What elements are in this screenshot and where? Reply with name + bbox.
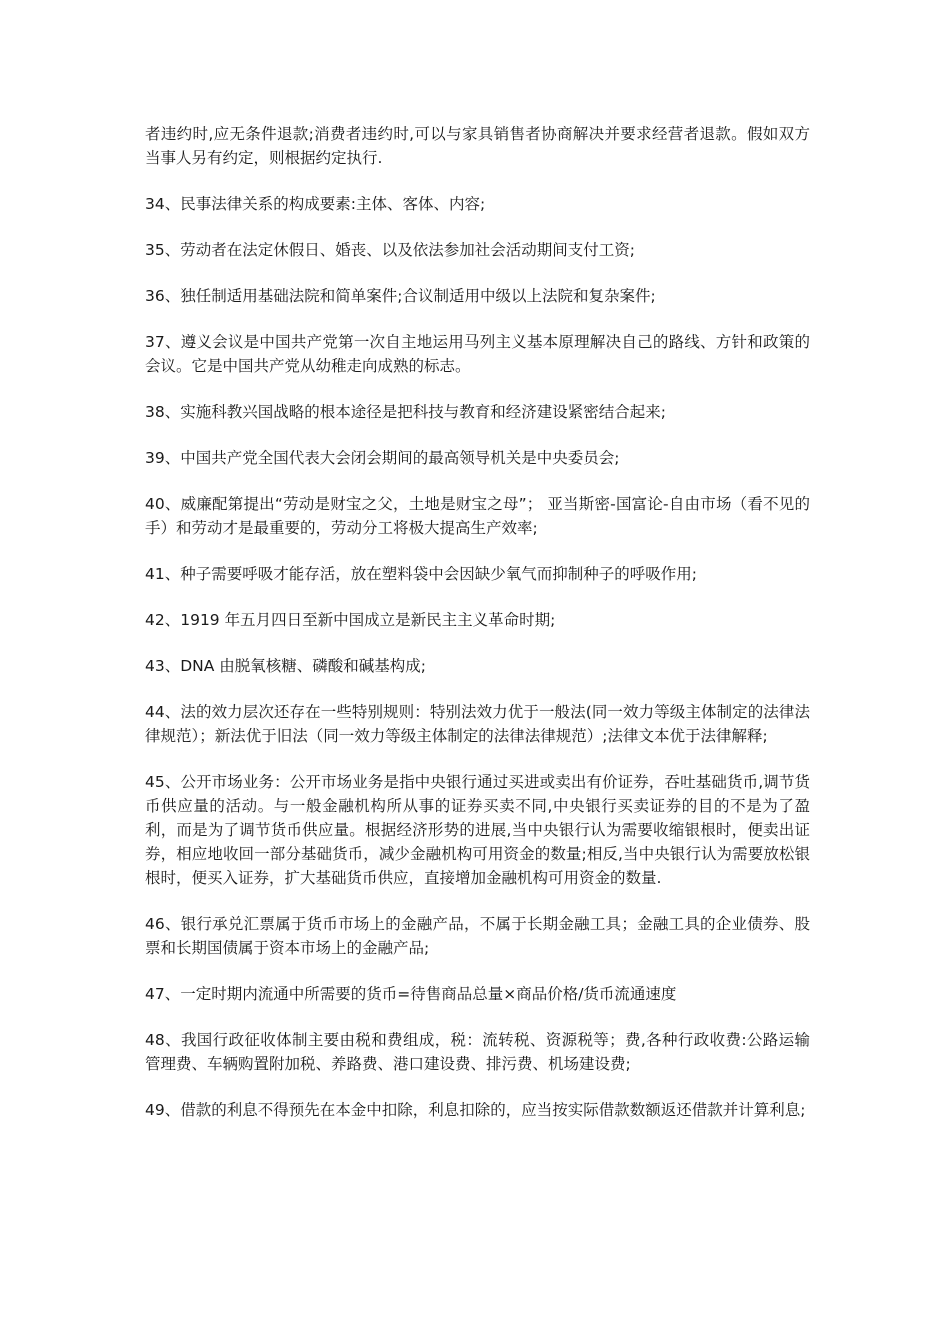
paragraph-36: 36、独任制适用基础法院和简单案件;合议制适用中级以上法院和复杂案件; — [145, 287, 656, 305]
paragraph-continued: 者违约时,应无条件退款;消费者违约时,可以与家具销售者协商解决并要求经营者退款。假如双方当事人另有约定，则根据约定执行. — [145, 125, 810, 167]
paragraph-39: 39、中国共产党全国代表大会闭会期间的最高领导机关是中央委员会; — [145, 449, 620, 467]
paragraph-47: 47、一定时期内流通中所需要的货币=待售商品总量×商品价格/货币流通速度 — [145, 985, 677, 1003]
paragraph-38: 38、实施科教兴国战略的根本途径是把科技与教育和经济建设紧密结合起来; — [145, 403, 666, 421]
paragraph-43: 43、DNA 由脱氧核糖、磷酸和碱基构成; — [145, 657, 427, 675]
paragraph-42: 42、1919 年五月四日至新中国成立是新民主主义革命时期; — [145, 611, 556, 629]
document-body — [145, 122, 810, 1144]
paragraph-41: 41、种子需要呼吸才能存活，放在塑料袋中会因缺少氧气而抑制种子的呼吸作用; — [145, 565, 697, 583]
paragraph-35: 35、劳动者在法定休假日、婚丧、以及依法参加社会活动期间支付工资; — [145, 241, 635, 259]
paragraph-44: 44、法的效力层次还存在一些特别规则：特别法效力优于一般法(同一效力等级主体制定的法律法律规范）；新法优于旧法（同一效力等级主体制定的法律法律规范）;法律文本优于法律解释; — [145, 703, 810, 745]
paragraph-49: 49、借款的利息不得预先在本金中扣除，利息扣除的，应当按实际借款数额返还借款并计算利息; — [145, 1101, 806, 1119]
paragraph-34: 34、民事法律关系的构成要素:主体、客体、内容; — [145, 195, 486, 213]
paragraph-46: 46、银行承兑汇票属于货币市场上的金融产品，不属于长期金融工具；金融工具的企业债券、股票和长期国债属于资本市场上的金融产品; — [145, 915, 810, 957]
paragraph-45: 45、公开市场业务：公开市场业务是指中央银行通过买进或卖出有价证券，吞吐基础货币,调节货币供应量的活动。与一般金融机构所从事的证券买卖不同,中央银行买卖证券的目的不是为了盈利，而是为了调节货币供应量。根据经济形势的进展,当中央银行认为需要收缩银根时，便卖出证券，相应地收回一部分基础货币，减少金融机构可用资金的数量;相反,当中央银行认为需要放松银根时，便买入证券，扩大基础货币供应，直接增加金融机构可用资金的数量. — [145, 773, 810, 887]
paragraph-48: 48、我国行政征收体制主要由税和费组成，税：流转税、资源税等；费,各种行政收费:公路运输管理费、车辆购置附加税、养路费、港口建设费、排污费、机场建设费; — [145, 1031, 810, 1073]
paragraph-40: 40、威廉配第提出“劳动是财宝之父，土地是财宝之母”； 亚当斯密-国富论-自由市场（看不见的手）和劳动才是最重要的，劳动分工将极大提高生产效率; — [145, 495, 810, 537]
paragraph-37: 37、遵义会议是中国共产党第一次自主地运用马列主义基本原理解决自己的路线、方针和政策的会议。它是中国共产党从幼稚走向成熟的标志。 — [145, 333, 810, 375]
